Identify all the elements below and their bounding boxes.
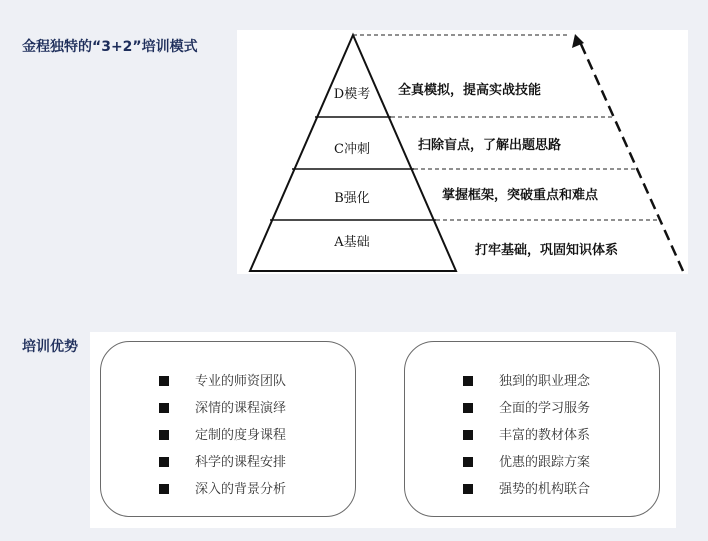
advantage-text: 全面的学习服务 (499, 401, 591, 416)
square-bullet-icon (463, 376, 473, 386)
square-bullet-icon (463, 484, 473, 494)
square-bullet-icon (159, 376, 169, 386)
advantage-text: 强势的机构联合 (499, 482, 591, 497)
section-title-training-model: 金程独特的“3+2”培训模式 (22, 39, 198, 55)
pyramid-level-description: 掌握框架，突破重点和难点 (442, 188, 599, 203)
advantage-item (159, 371, 286, 398)
square-bullet-icon (159, 484, 169, 494)
square-bullet-icon (159, 430, 169, 440)
advantage-item (463, 425, 590, 452)
pyramid-level-label: C冲刺 (334, 142, 370, 157)
pyramid-level-label: B强化 (334, 191, 370, 206)
square-bullet-icon (159, 403, 169, 413)
square-bullet-icon (463, 457, 473, 467)
pyramid-level-description: 打牢基础，巩固知识体系 (475, 243, 619, 258)
pyramid-diagram (237, 30, 688, 274)
square-bullet-icon (159, 457, 169, 467)
advantages-list-left (159, 371, 286, 506)
progress-arrow-line (580, 42, 683, 271)
advantage-text: 科学的课程安排 (195, 455, 287, 470)
advantage-item (159, 398, 286, 425)
advantage-item (159, 479, 286, 506)
advantage-item (159, 425, 286, 452)
advantage-text: 深情的课程演绎 (195, 401, 287, 416)
advantages-list-right (463, 371, 590, 506)
advantage-text: 专业的师资团队 (195, 374, 287, 389)
square-bullet-icon (463, 430, 473, 440)
pyramid-level-label: D模考 (333, 87, 371, 102)
advantage-text: 丰富的教材体系 (499, 428, 591, 443)
advantages-box-left (100, 341, 356, 517)
advantage-text: 定制的度身课程 (195, 428, 287, 443)
pyramid-diagram-panel (237, 30, 688, 274)
square-bullet-icon (463, 403, 473, 413)
advantage-item (463, 371, 590, 398)
advantages-box-right (404, 341, 660, 517)
advantages-panel (90, 332, 676, 528)
advantage-item (463, 452, 590, 479)
pyramid-level-description: 扫除盲点，了解出题思路 (418, 138, 562, 153)
advantage-text: 独到的职业理念 (499, 374, 591, 389)
pyramid-level-description: 全真模拟，提高实战技能 (398, 83, 542, 98)
advantage-item (159, 452, 286, 479)
advantage-text: 优惠的跟踪方案 (499, 455, 591, 470)
advantage-text: 深入的背景分析 (195, 482, 287, 497)
advantage-item (463, 479, 590, 506)
section-title-advantages: 培训优势 (22, 339, 78, 355)
advantage-item (463, 398, 590, 425)
pyramid-level-label: A基础 (334, 235, 370, 250)
